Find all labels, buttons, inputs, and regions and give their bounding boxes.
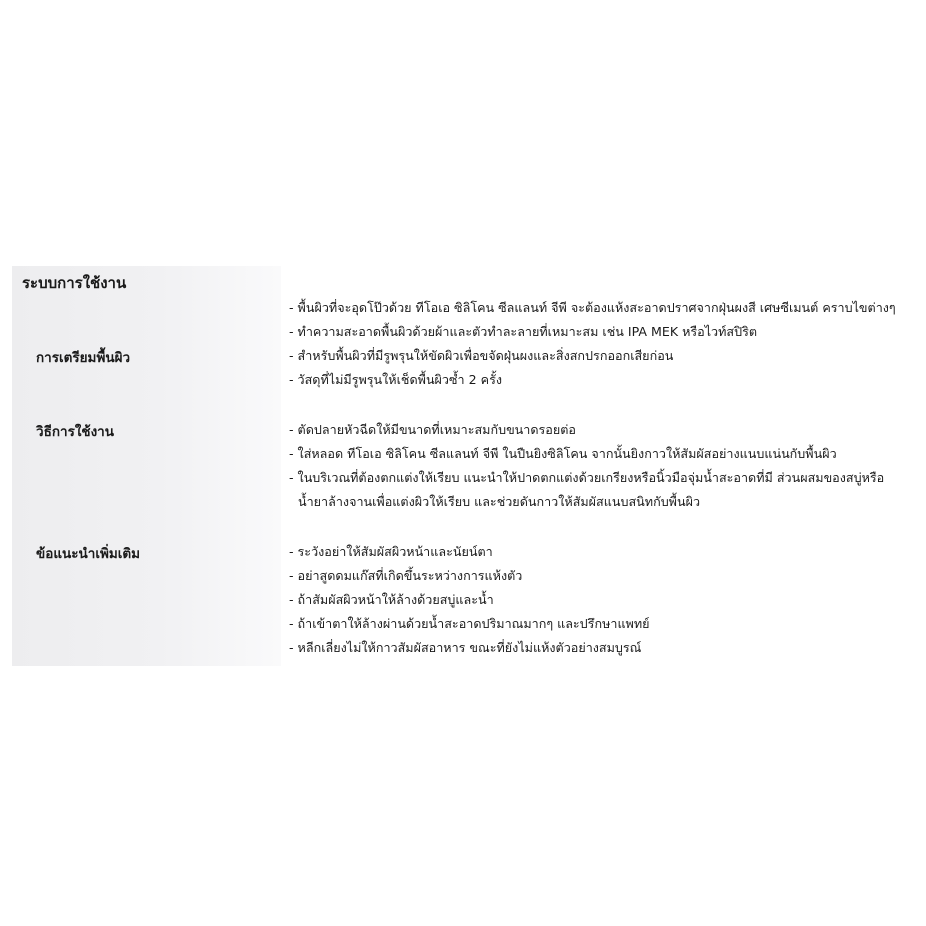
list-item: - ถ้าสัมผัสผิวหน้าให้ล้างด้วยสบู่และน้ำ xyxy=(289,592,494,607)
list-item: - พื้นผิวที่จะอุดโป๊วด้วย ทีโอเอ ซิลิโคน ซีลแลนท์ จีพี จะต้องแห้งสะอาดปราศจากฝุ่นผงสี เศษซีเมนต์ คราบไขต่างๆ xyxy=(289,300,896,315)
section-label-surface-prep: การเตรียมพื้นผิว xyxy=(36,350,131,366)
label-column-panel xyxy=(12,266,281,666)
list-item: - ระวังอย่าให้สัมผัสผิวหน้าและนัยน์ตา xyxy=(289,544,493,559)
section-label-additional-advice: ข้อแนะนำเพิ่มเติม xyxy=(36,546,141,562)
list-item: - ถ้าเข้าตาให้ล้างผ่านด้วยน้ำสะอาดปริมาณมากๆ และปรึกษาแพทย์ xyxy=(289,616,650,631)
list-item: - อย่าสูดดมแก๊สที่เกิดขึ้นระหว่างการแห้งตัว xyxy=(289,568,523,583)
page-title: ระบบการใช้งาน xyxy=(22,274,127,292)
list-item: - ในบริเวณที่ต้องตกแต่งให้เรียบ แนะนำให้ปาดตกแต่งด้วยเกรียงหรือนิ้วมือจุ่มน้ำสะอาดที่มี ส่วนผสมของสบู่หรือ xyxy=(289,470,885,485)
list-item-continuation: น้ำยาล้างจานเพื่อแต่งผิวให้เรียบ และช่วยดันกาวให้สัมผัสแนบสนิทกับพื้นผิว xyxy=(298,494,701,509)
list-item: - หลีกเลี่ยงไม่ให้กาวสัมผัสอาหาร ขณะที่ยังไม่แห้งตัวอย่างสมบูรณ์ xyxy=(289,640,642,655)
list-item: - ตัดปลายหัวฉีดให้มีขนาดที่เหมาะสมกับขนาดรอยต่อ xyxy=(289,422,576,437)
list-item: - สำหรับพื้นผิวที่มีรูพรุนให้ขัดผิวเพื่อขจัดฝุ่นผงและสิ่งสกปรกออกเสียก่อน xyxy=(289,348,674,363)
list-item: - ทำความสะอาดพื้นผิวด้วยผ้าและตัวทำละลายที่เหมาะสม เช่น IPA MEK หรือไวท์สปิริต xyxy=(289,324,758,339)
section-label-usage-method: วิธีการใช้งาน xyxy=(36,424,114,440)
list-item: - วัสดุที่ไม่มีรูพรุนให้เช็ดพื้นผิวซ้ำ 2 ครั้ง xyxy=(289,372,502,387)
list-item: - ใส่หลอด ทีโอเอ ซิลิโคน ซีลแลนท์ จีพี ในปืนยิงซิลิโคน จากนั้นยิงกาวให้สัมผัสอย่างแนบแน่นกับพื้นผิว xyxy=(289,446,837,461)
